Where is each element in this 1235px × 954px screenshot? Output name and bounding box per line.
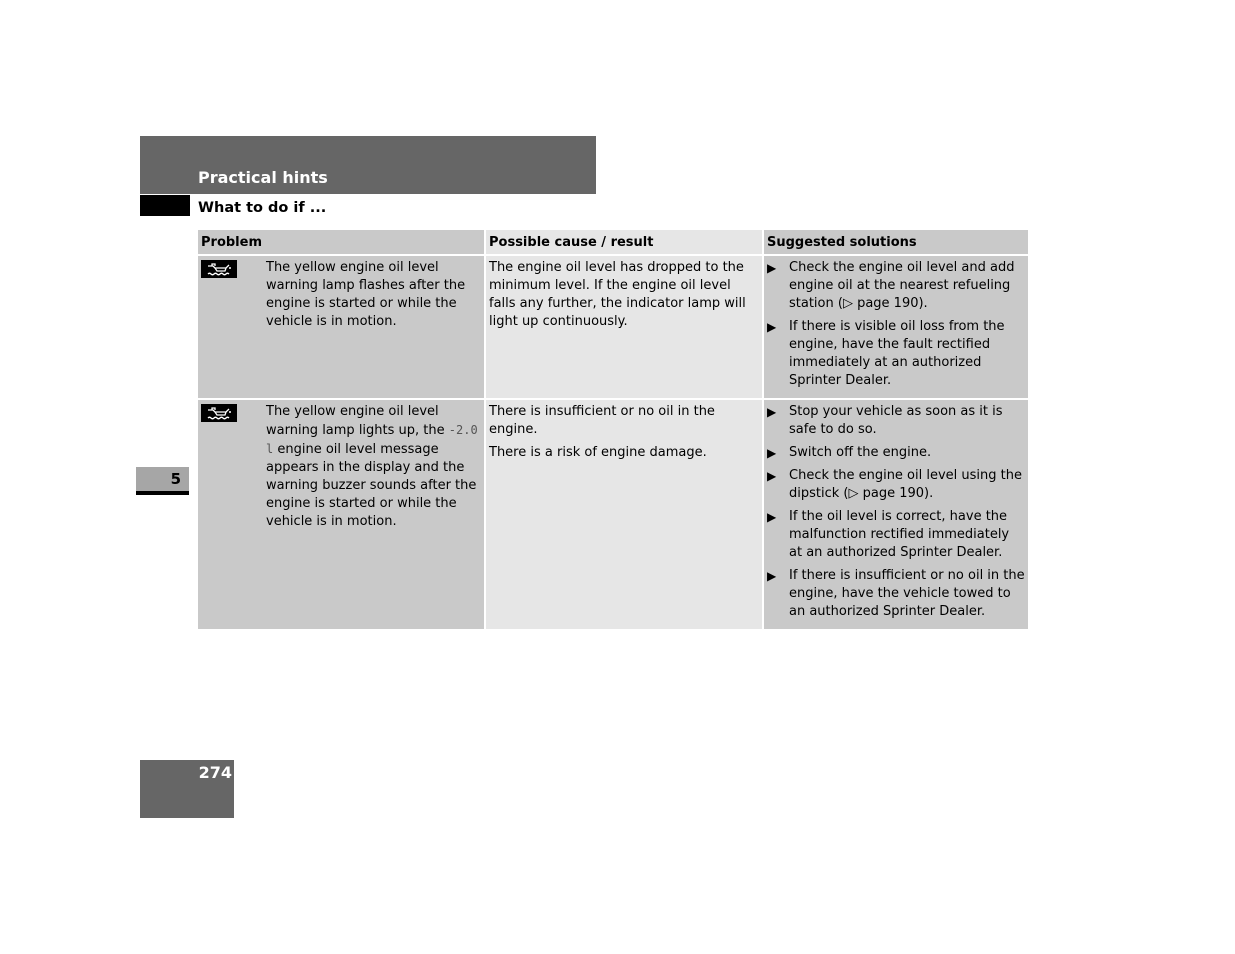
list-item: ▶ Switch off the engine. <box>767 445 932 460</box>
list-item: ▶ Check the engine oil level and add engine oil at the nearest refueling station (▷ page 190). <box>767 260 1015 311</box>
bullet-arrow-icon: ▶ <box>767 320 777 334</box>
bullet-arrow-icon: ▶ <box>767 446 777 460</box>
solutions-cell <box>763 255 1028 399</box>
column-header-solutions: Suggested solutions <box>763 230 1028 255</box>
column-header-cause: Possible cause / result <box>485 230 763 255</box>
problem-text: The yellow engine oil level warning lamp flashes after the engine is started or while the vehicle is in motion. <box>266 260 466 329</box>
section-title: Practical hints <box>198 168 328 187</box>
bullet-arrow-icon: ▶ <box>767 405 777 419</box>
list-item: ▶ Check the engine oil level using the dipstick (▷ page 190). <box>767 468 1022 501</box>
chapter-tab-underline <box>136 491 189 495</box>
column-header-problem: Problem <box>198 230 485 255</box>
cause-text: There is insufficient or no oil in the engine. <box>489 404 715 437</box>
bullet-arrow-icon: ▶ <box>767 469 777 483</box>
subsection-title: What to do if ... <box>198 200 327 216</box>
chapter-tab: 5 <box>136 467 189 491</box>
troubleshooting-table <box>198 230 1028 629</box>
cause-text: There is a risk of engine damage. <box>489 445 707 460</box>
subsection-marker <box>140 195 190 216</box>
cause-cell <box>485 255 763 399</box>
page-number: 274 <box>198 763 232 782</box>
oil-level-warning-icon <box>201 260 237 278</box>
table-header-row <box>198 230 1028 255</box>
list-item: ▶ Stop your vehicle as soon as it is safe to do so. <box>767 404 1003 437</box>
solutions-cell <box>763 399 1028 629</box>
bullet-arrow-icon: ▶ <box>767 261 777 275</box>
list-item: ▶ If there is visible oil loss from the engine, have the fault rectified immediately at an authorized Sprinter Dealer. <box>767 319 1005 388</box>
cause-text: The engine oil level has dropped to the minimum level. If the engine oil level falls any further, the indicator lamp will light up continuously. <box>489 260 746 329</box>
table-row <box>198 399 1028 629</box>
problem-cell <box>198 399 485 629</box>
bullet-arrow-icon: ▶ <box>767 510 777 524</box>
bullet-arrow-icon: ▶ <box>767 569 777 583</box>
table-row <box>198 255 1028 399</box>
oil-level-warning-icon <box>201 404 237 422</box>
list-item: ▶ If the oil level is correct, have the malfunction rectified immediately at an authorized Sprinter Dealer. <box>767 509 1010 560</box>
cause-cell <box>485 399 763 629</box>
display-message: -2.0 l <box>266 423 478 456</box>
list-item: ▶ If there is insufficient or no oil in the engine, have the vehicle towed to an authorized Sprinter Dealer. <box>767 568 1025 619</box>
problem-cell <box>198 255 485 399</box>
problem-text: The yellow engine oil level warning lamp lights up, the -2.0 l engine oil level message appears in the display and the warning buzzer sounds after the engine is started or while the vehicle is in motion. <box>266 404 478 529</box>
